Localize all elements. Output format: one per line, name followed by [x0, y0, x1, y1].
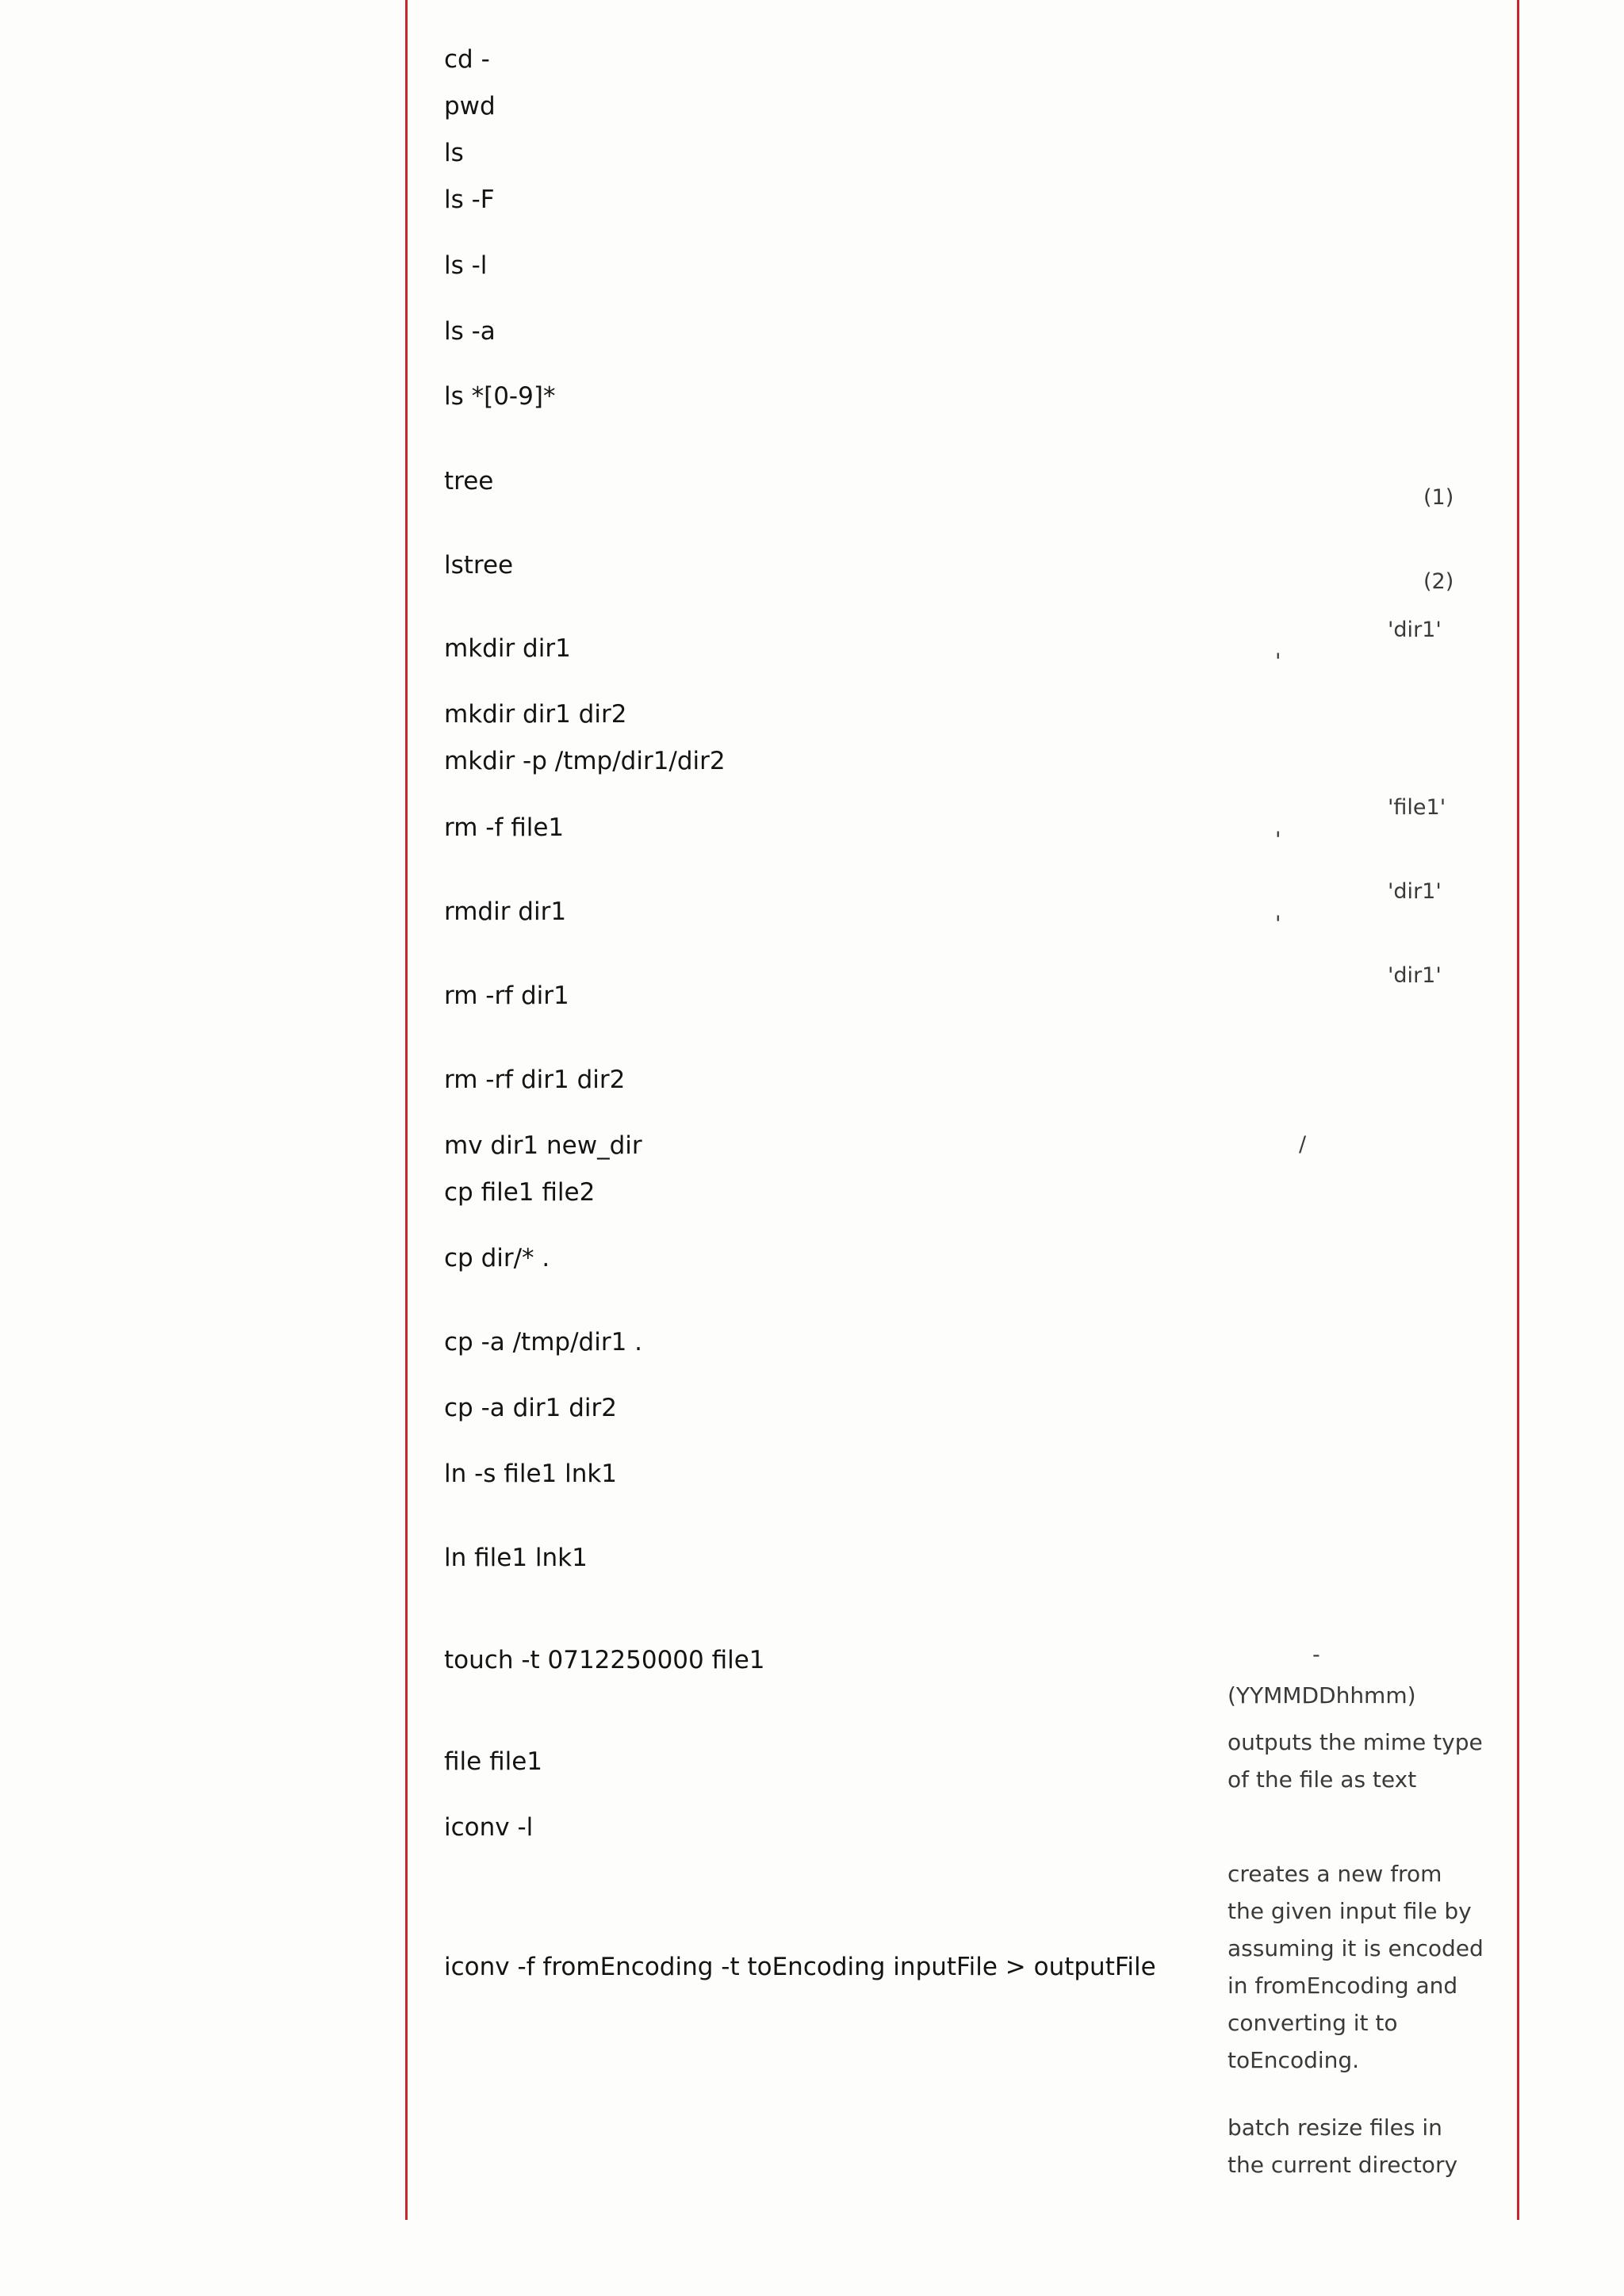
note-tree-1: (1) — [1423, 485, 1454, 510]
command-lstree: lstree — [444, 551, 514, 580]
description-line: batch resize files in — [1228, 2114, 1442, 2141]
note-mkdir-quote-name: 'dir1' — [1388, 618, 1442, 642]
command-ln-s: ln -s file1 lnk1 — [444, 1460, 618, 1488]
description-line: the current directory — [1228, 2152, 1458, 2178]
description-line: (YYMMDDhhmm) — [1228, 1682, 1416, 1709]
description-line: outputs the mime type — [1228, 1729, 1483, 1755]
description-line: converting it to — [1228, 2010, 1398, 2036]
note-rmdir-quote-mark: ' — [1275, 912, 1281, 936]
page-rule-left — [405, 0, 408, 2220]
command-ls-glob: ls *[0-9]* — [444, 382, 556, 411]
command-ls: ls — [444, 139, 464, 167]
command-mkdir-p: mkdir -p /tmp/dir1/dir2 — [444, 747, 726, 775]
command-ls-l: ls -l — [444, 251, 488, 280]
command-pwd: pwd — [444, 92, 496, 121]
description-line: toEncoding. — [1228, 2047, 1360, 2073]
command-cp-a-dir: cp -a dir1 dir2 — [444, 1394, 617, 1422]
command-mkdir-dir1-dir2: mkdir dir1 dir2 — [444, 700, 627, 729]
note-mv-slash: / — [1299, 1132, 1307, 1157]
description-batch-resize — [1228, 2109, 1501, 2183]
command-iconv-convert: iconv -f fromEncoding -t toEncoding inputFile > outputFile — [444, 1953, 1156, 1981]
command-rm-f: rm -f file1 — [444, 813, 565, 842]
note-rm-quote-mark: ' — [1275, 828, 1281, 852]
description-line: in fromEncoding and — [1228, 1973, 1458, 1999]
command-mkdir-dir1: mkdir dir1 — [444, 634, 571, 663]
note-touch-dash: - — [1312, 1643, 1320, 1667]
description-file-mime — [1228, 1724, 1501, 1798]
command-rmdir: rmdir dir1 — [444, 897, 567, 926]
command-cp-a-tmp: cp -a /tmp/dir1 . — [444, 1328, 642, 1357]
command-iconv-l: iconv -l — [444, 1813, 534, 1842]
command-cp-file: cp file1 file2 — [444, 1178, 596, 1207]
command-file: file file1 — [444, 1747, 542, 1776]
description-touch-format — [1228, 1677, 1501, 1714]
command-ls-a: ls -a — [444, 317, 496, 346]
command-rm-rf-dir1: rm -rf dir1 — [444, 982, 569, 1010]
description-line: creates a new from — [1228, 1861, 1442, 1887]
description-line: the given input file by — [1228, 1898, 1472, 1924]
note-rm-rf-quote-name: 'dir1' — [1388, 963, 1442, 988]
command-tree: tree — [444, 467, 494, 496]
command-cp-dir-glob: cp dir/* . — [444, 1244, 550, 1272]
page-rule-right — [1517, 0, 1519, 2220]
description-iconv-explain — [1228, 1855, 1501, 2079]
note-rm-quote-name: 'file1' — [1388, 795, 1446, 820]
command-cd-dash: cd - — [444, 45, 490, 74]
description-line: of the file as text — [1228, 1766, 1417, 1793]
note-rmdir-quote-name: 'dir1' — [1388, 879, 1442, 904]
command-touch: touch -t 0712250000 file1 — [444, 1646, 765, 1674]
command-rm-rf-dir1-dir2: rm -rf dir1 dir2 — [444, 1066, 626, 1094]
note-mkdir-quote-mark: ' — [1275, 649, 1281, 674]
command-ln: ln file1 lnk1 — [444, 1544, 588, 1572]
command-mv: mv dir1 new_dir — [444, 1131, 642, 1160]
note-lstree-2: (2) — [1423, 569, 1454, 594]
description-line: assuming it is encoded — [1228, 1935, 1484, 1961]
command-ls-F: ls -F — [444, 186, 495, 214]
